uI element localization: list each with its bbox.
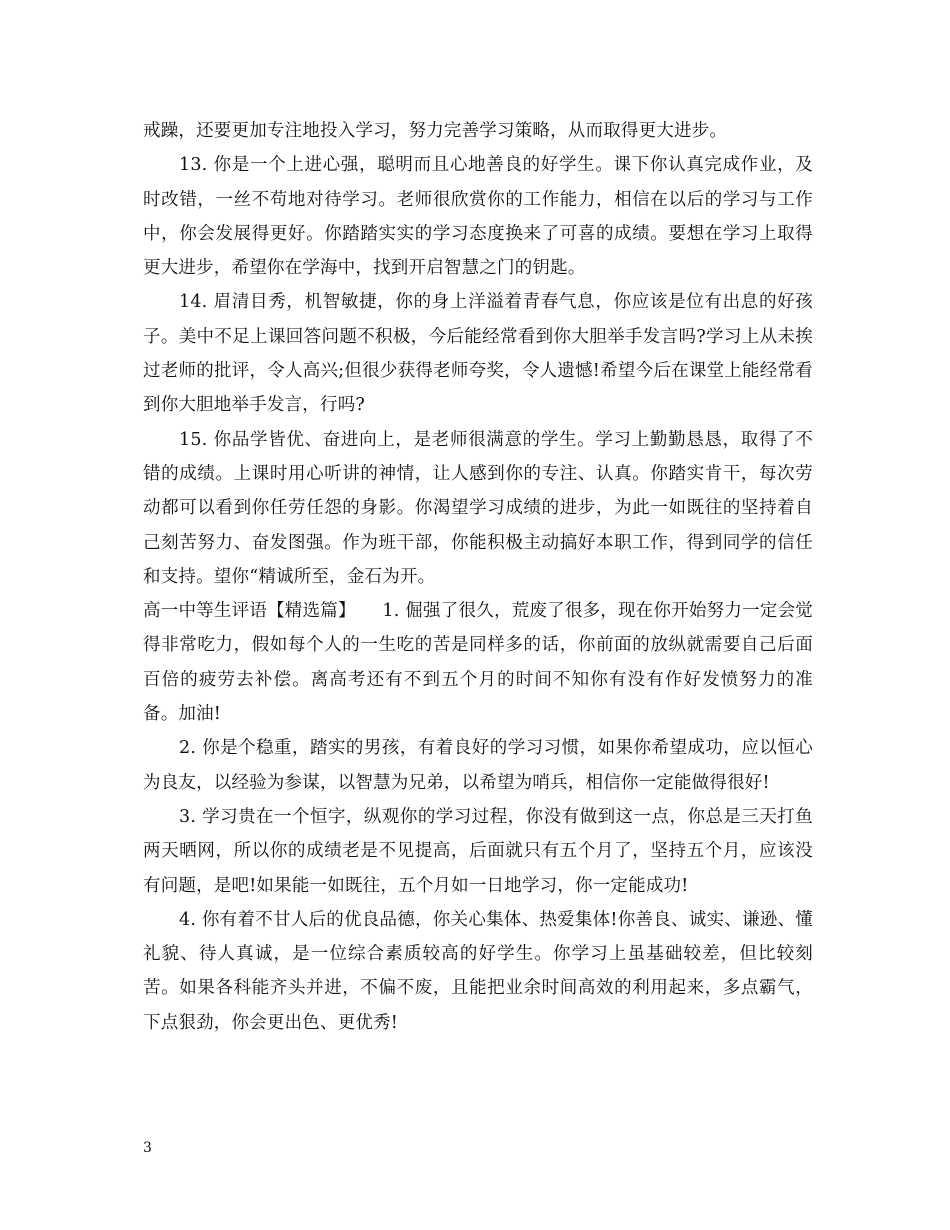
paragraph-section-heading-item-1: 高一中等生评语【精选篇】 1. 倔强了很久，荒废了很多，现在你开始努力一定会觉得非常吃力，假如每个人的一生吃的苦是同样多的话，你前面的放纵就需要自己后面百倍的疲劳去补偿。离高考还有不到五个月的时间不知你有没有作好发愤努力的准备。加油! xyxy=(143,601,813,725)
paragraph-item-13: 13. 你是一个上进心强，聪明而且心地善良的好学生。课下你认真完成作业，及时改错，一丝不苟地对待学习。老师很欣赏你的工作能力，相信在以后的学习与工作中，你会发展得更好。你踏踏实实的学习态度换来了可喜的成绩。要想在学习上取得更大进步，希望你在学海中，找到开启智慧之门的钥匙。 xyxy=(143,155,813,279)
paragraph-item-3: 3. 学习贵在一个恒字，纵观你的学习过程，你没有做到这一点，你总是三天打鱼两天晒网，所以你的成绩老是不见提高，后面就只有五个月了，坚持五个月，应该没有问题，是吧!如果能一如既往，五个月如一日地学习，你一定能成功! xyxy=(143,806,813,896)
paragraph-item-2: 2. 你是个稳重，踏实的男孩，有着良好的学习习惯，如果你希望成功，应以恒心为良友，以经验为参谋，以智慧为兄弟，以希望为哨兵，相信你一定能做得很好! xyxy=(143,738,813,793)
page-number: 3 xyxy=(143,1140,152,1156)
paragraph-item-14: 14. 眉清目秀，机智敏捷，你的身上洋溢着青春气息，你应该是位有出息的好孩子。美中不足上课回答问题不积极，今后能经常看到你大胆举手发言吗?学习上从未挨过老师的批评，令人高兴;但很少获得老师夸奖，令人遗憾!希望今后在课堂上能经常看到你大胆地举手发言，行吗? xyxy=(143,292,813,416)
paragraph-continuation: 戒躁，还要更加专注地投入学习，努力完善学习策略，从而取得更大进步。 xyxy=(143,121,728,141)
document-body xyxy=(143,114,813,1040)
paragraph-item-15: 15. 你品学皆优、奋进向上，是老师很满意的学生。学习上勤勤恳恳，取得了不错的成绩。上课时用心听讲的神情，让人感到你的专注、认真。你踏实肯干，每次劳动都可以看到你任劳任怨的身影。你渴望学习成绩的进步，为此一如既往的坚持着自己刻苦努力、奋发图强。作为班干部，你能积极主动搞好本职工作，得到同学的信任和支持。望你“精诚所至，金石为开。 xyxy=(143,429,813,587)
paragraph-item-4: 4. 你有着不甘人后的优良品德，你关心集体、热爱集体!你善良、诚实、谦逊、懂礼貌、待人真诚，是一位综合素质较高的好学生。你学习上虽基础较差，但比较刻苦。如果各科能齐头并进，不偏不废，且能把业余时间高效的利用起来，多点霸气，下点狠劲，你会更出色、更优秀! xyxy=(143,909,813,1033)
